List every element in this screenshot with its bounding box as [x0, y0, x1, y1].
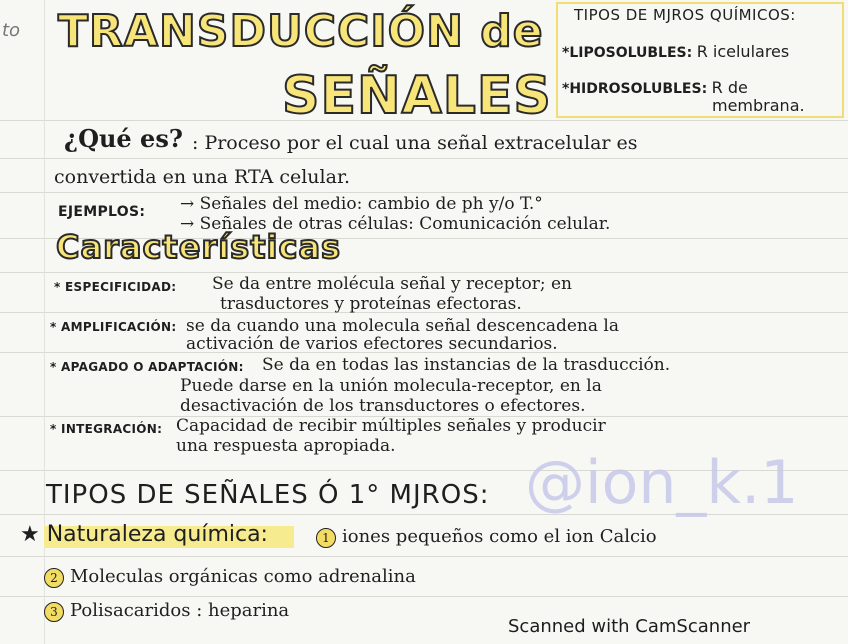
ruled-line [0, 556, 848, 557]
apagado-label: * APAGADO O ADAPTACIÓN: [50, 360, 244, 374]
tipos-senales-title: TIPOS DE SEÑALES Ó 1° MJROS: [46, 480, 490, 510]
tipo-senal-text-2: Moleculas orgánicas como adrenalina [70, 566, 416, 587]
liposolubles-label: *LIPOSOLUBLES: [562, 45, 693, 61]
especificidad-label: * ESPECIFICIDAD: [54, 280, 177, 294]
hidrosolubles-value: R de [711, 78, 748, 97]
ejemplo-line1: → Señales del medio: cambio de ph y/o T.° [180, 194, 543, 214]
apagado-line2: Puede darse en la unión molecula-receptor, en la [180, 376, 602, 396]
ejemplo-line2: → Señales de otras células: Comunicación celular. [180, 214, 611, 234]
amplificacion-label: * AMPLIFICACIÓN: [50, 320, 177, 334]
apagado-line3: desactivación de los transductores o efectores. [180, 396, 586, 416]
page-title-line1: TRANSDUCCIÓN de [58, 6, 544, 57]
number-1-icon: 1 [316, 528, 336, 548]
liposolubles-line [562, 42, 789, 61]
page-title-line2: SEÑALES [282, 66, 552, 126]
ruled-line [0, 596, 848, 597]
hidrosolubles-value-2: membrana. [712, 96, 805, 115]
amplificacion-line1: se da cuando una molecula señal descencadena la [186, 316, 619, 336]
definition-line1: : Proceso por el cual una señal extracelular es [192, 132, 638, 154]
tipo-senal-item-3 [44, 600, 289, 622]
integracion-line1: Capacidad de recibir múltiples señales y producir [176, 416, 606, 436]
tipo-senal-text-1: iones pequeños como el ion Calcio [342, 526, 657, 547]
side-number: to [2, 20, 21, 41]
que-es-question: ¿Qué es? [64, 124, 183, 153]
ejemplos-label: EJEMPLOS: [58, 204, 146, 220]
integracion-label: * INTEGRACIÓN: [50, 422, 163, 436]
amplificacion-line2: activación de varios efectores secundarios. [186, 334, 558, 354]
definition-line2: convertida en una RTA celular. [54, 166, 350, 188]
ruled-line [0, 272, 848, 273]
hidrosolubles-line [562, 78, 748, 97]
number-3-icon: 3 [44, 602, 64, 622]
scanner-footer: Scanned with CamScanner [508, 616, 751, 637]
especificidad-line2: trasductores y proteínas efectoras. [220, 294, 522, 314]
naturaleza-quimica-heading: ★ Naturaleza química: [20, 522, 268, 547]
tipos-box-title: TIPOS DE MJROS QUÍMICOS: [574, 6, 796, 24]
integracion-line2: una respuesta apropiada. [176, 436, 396, 456]
apagado-line1: Se da en todas las instancias de la trasducción. [262, 355, 671, 375]
ruled-line [0, 192, 848, 193]
watermark: @ion_k.1 [525, 448, 799, 518]
tipo-senal-text-3: Polisacaridos : heparina [70, 600, 290, 621]
especificidad-line1: Se da entre molécula señal y receptor; en [212, 274, 572, 294]
ruled-line [0, 158, 848, 159]
caracteristicas-title: Características [56, 228, 342, 266]
liposolubles-value: R icelulares [696, 42, 790, 61]
hidrosolubles-label: *HIDROSOLUBLES: [562, 81, 708, 97]
tipo-senal-item-2 [44, 566, 416, 588]
number-2-icon: 2 [44, 568, 64, 588]
tipo-senal-item-1 [316, 526, 657, 548]
